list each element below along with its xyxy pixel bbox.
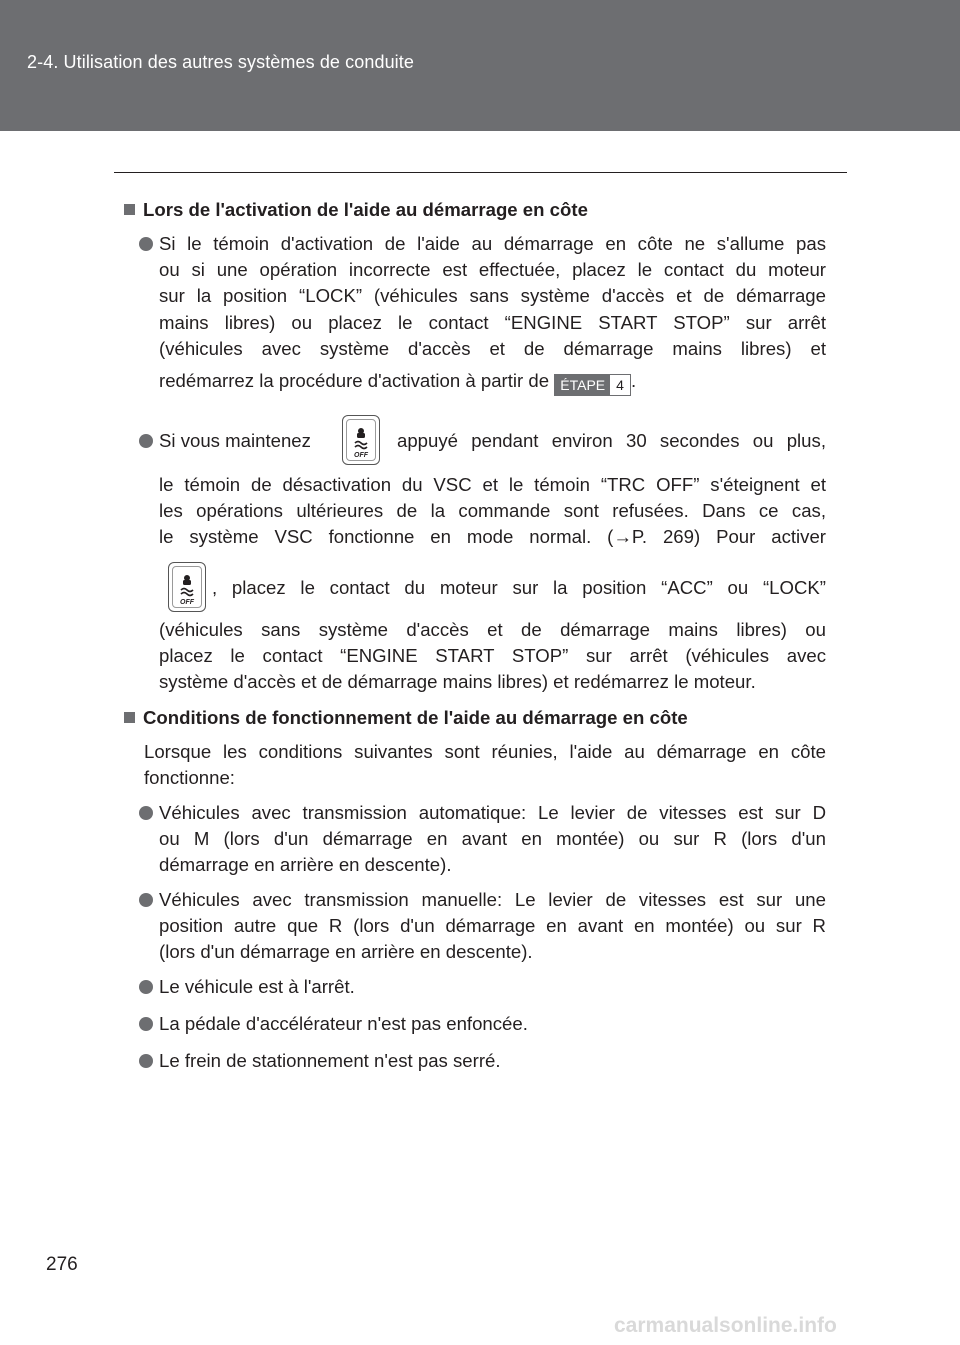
square-bullet-icon	[124, 204, 135, 215]
paragraph-line: fonctionne:	[144, 767, 235, 788]
paragraph-line: ou si une opération incorrecte est effectuée, placez le contact du moteur	[159, 259, 826, 280]
step-label: ÉTAPE	[555, 375, 610, 395]
list-item: Le véhicule est à l'arrêt.	[159, 976, 355, 997]
paragraph-line: (lors d'un démarrage en arrière en descente).	[159, 941, 533, 962]
paragraph-line: Véhicules avec transmission automatique: Le levier de vitesses est sur D	[159, 802, 826, 823]
vsc-off-switch-icon	[342, 415, 380, 465]
paragraph-line: les opérations ultérieures de la commande sont refusées. Dans ce cas,	[159, 500, 826, 521]
paragraph-line: placez le contact “ENGINE START STOP” sur arrêt (véhicules avec	[159, 645, 826, 666]
paragraph-line: ou M (lors d'un démarrage en avant en montée) ou sur R (lors d'un	[159, 828, 826, 849]
paragraph-line: appuyé pendant environ 30 secondes ou plus,	[397, 430, 826, 451]
round-bullet-icon	[139, 1017, 153, 1031]
step-number: 4	[616, 377, 624, 393]
chapter-header-bar	[0, 0, 960, 131]
square-bullet-icon	[124, 712, 135, 723]
paragraph-line: position autre que R (lors d'un démarrage en avant en montée) ou sur R	[159, 915, 826, 936]
round-bullet-icon	[139, 893, 153, 907]
round-bullet-icon	[139, 237, 153, 251]
round-bullet-icon	[139, 1054, 153, 1068]
paragraph-line: Si le témoin d'activation de l'aide au démarrage en côte ne s'allume pas	[159, 233, 826, 254]
round-bullet-icon	[139, 806, 153, 820]
paragraph-line: , placez le contact du moteur sur la position “ACC” ou “LOCK”	[212, 577, 826, 598]
svg-text:OFF: OFF	[354, 452, 368, 459]
vsc-off-switch-icon	[168, 562, 206, 612]
paragraph-line: (véhicules avec système d'accès et de démarrage mains libres) et	[159, 338, 826, 359]
chapter-title: 2-4. Utilisation des autres systèmes de conduite	[27, 52, 414, 72]
list-item: La pédale d'accélérateur n'est pas enfoncée.	[159, 1013, 528, 1034]
svg-text:OFF: OFF	[180, 599, 194, 606]
paragraph-line: le système VSC fonctionne en mode normal. (→P. 269) Pour activer	[159, 526, 826, 547]
round-bullet-icon	[139, 434, 153, 448]
step-reference-badge[interactable]	[554, 374, 631, 396]
section-heading-activation: Lors de l'activation de l'aide au démarrage en côte	[124, 197, 588, 223]
list-item: Le frein de stationnement n'est pas serré.	[159, 1050, 501, 1071]
paragraph-line: démarrage en arrière en descente).	[159, 854, 452, 875]
paragraph-line: mains libres) ou placez le contact “ENGINE START STOP” sur arrêt	[159, 312, 826, 333]
paragraph-line: Lorsque les conditions suivantes sont réunies, l'aide au démarrage en côte	[144, 741, 826, 762]
top-divider	[114, 172, 847, 173]
paragraph-line: Véhicules avec transmission manuelle: Le levier de vitesses est sur une	[159, 889, 826, 910]
paragraph-line: Si vous maintenez	[159, 430, 311, 451]
watermark: carmanualsonline.info	[614, 1314, 837, 1337]
paragraph-line: sur la position “LOCK” (véhicules sans système d'accès et de démarrage	[159, 285, 826, 306]
section-heading-conditions: Conditions de fonctionnement de l'aide au démarrage en côte	[124, 705, 688, 731]
paragraph-line: système d'accès et de démarrage mains libres) et redémarrez le moteur.	[159, 671, 756, 692]
paragraph-line: le témoin de désactivation du VSC et le témoin “TRC OFF” s'éteignent et	[159, 474, 826, 495]
page-number: 276	[46, 1254, 78, 1275]
round-bullet-icon	[139, 980, 153, 994]
paragraph-line-with-step: redémarrez la procédure d'activation à partir de ÉTAPE 4 .	[159, 368, 636, 396]
paragraph-line: (véhicules sans système d'accès et de démarrage mains libres) ou	[159, 619, 826, 640]
